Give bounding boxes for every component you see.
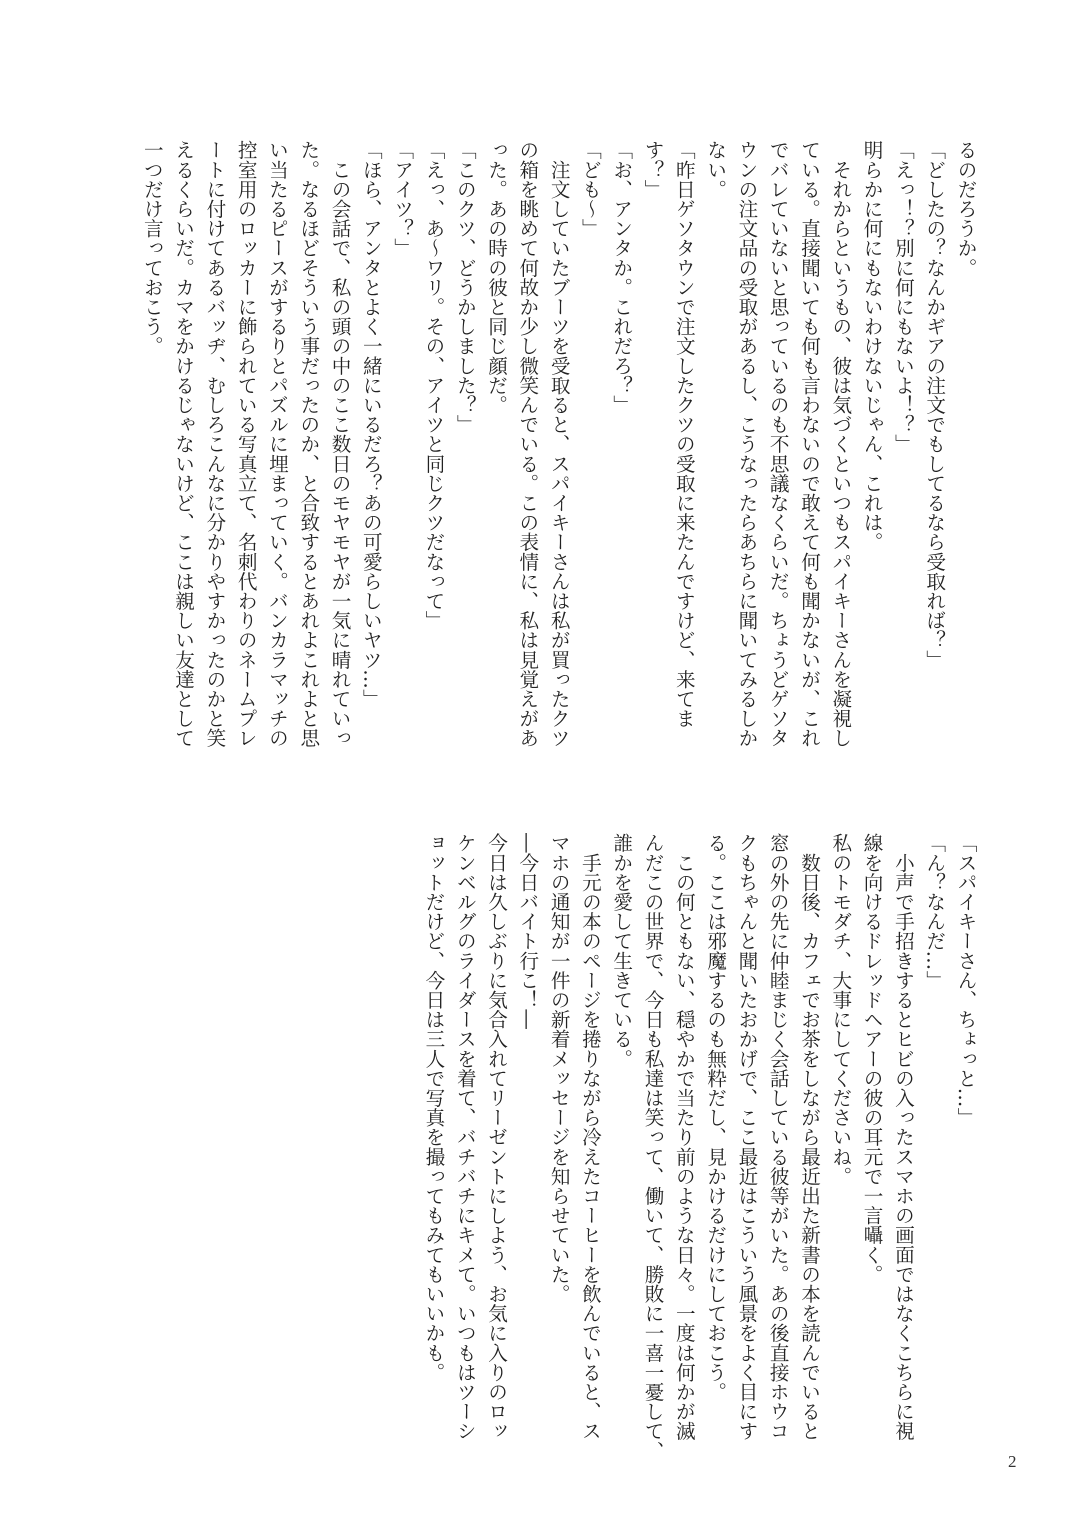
text-column: 「スパイキーさん、ちょっと…」 — [954, 833, 977, 1127]
text-column: 今日は久しぶりに気合入れてリーゼントにしよう、お気に入りのロッ — [484, 833, 508, 1441]
page-number: 2 — [1008, 1452, 1017, 1471]
text-column: 「アイツ？」 — [390, 140, 414, 258]
text-column: えるくらいだ。カマをかけるじゃないけど、ここは親しい友達として — [171, 140, 195, 748]
text-column: それからというもの、彼は気づくといつもスパイキーさんを凝視し — [828, 140, 852, 748]
text-column: るのだろうか。 — [954, 140, 977, 278]
text-column: ョットだけど、今日は三人で写真を撮ってもみてもいいかも。 — [421, 833, 445, 1382]
text-column: 控室用のロッカーに飾られている写真立て、名刺代わりのネームプレ — [234, 140, 258, 748]
text-column: 一つだけ言っておこう。 — [140, 140, 164, 356]
text-column: 私のトモダチ、大事にしてくださいね。 — [828, 833, 852, 1186]
text-column: 明らかに何にもないわけないじゃん、これは。 — [860, 140, 884, 552]
text-column: ートに付けてあるバッヂ、むしろこんなに分かりやすかったのかと笑 — [202, 140, 226, 748]
text-column: 小声で手招きするとヒビの入ったスマホの画面ではなくこちらに視 — [891, 833, 915, 1441]
text-column: 「お、アンタか。これだろ？」 — [609, 140, 633, 415]
text-column: る。ここは邪魔するのも無粋だし、見かけるだけにしておこう。 — [703, 833, 727, 1402]
text-column: んだこの世界で、今日も私達は笑って、働いて、勝敗に一喜一憂して、 — [641, 833, 665, 1461]
text-column: ウンの注文品の受取があるし、こうなったらあちらに聞いてみるしか — [734, 140, 758, 748]
text-column: す？」 — [641, 140, 665, 199]
text-column: ケンベルグのライダースを着て、バチバチにキメて。いつもはツーシ — [453, 833, 477, 1441]
text-column: 「ん？なんだ…」 — [922, 833, 946, 990]
text-column: た。なるほどそういう事だったのか、と合致するとあれよこれよと思 — [296, 140, 320, 748]
text-column: この何ともない、穏やかで当たり前のような日々。一度は何かが滅 — [672, 833, 696, 1441]
text-column: ―今日バイト行こ！― — [515, 833, 539, 1029]
text-column: 手元の本のページを捲りながら冷えたコーヒーを飲んでいると、ス — [578, 833, 602, 1441]
text-column: 誰かを愛して生きている。 — [609, 833, 633, 1069]
text-column: でバレていないと思っているのも不思議なくらいだ。ちょうどゲソタ — [766, 140, 790, 748]
text-column: 「えっ、あ～ワリ。その、アイツと同じクツだなって」 — [421, 140, 445, 630]
text-column: 「このクツ、どうかしました？」 — [453, 140, 477, 434]
text-column: った。あの時の彼と同じ顔だ。 — [484, 140, 508, 415]
text-column: 注文していたブーツを受取ると、スパイキーさんは私が買ったクツ — [547, 140, 571, 748]
text-column: 線を向けるドレッドヘアーの彼の耳元で一言囁く。 — [860, 833, 884, 1284]
text-column: ている。直接聞いても何も言わないので敢えて何も聞かないが、これ — [797, 140, 821, 748]
text-block-top — [136, 140, 981, 780]
text-column: クもちゃんと聞いたおかげで、ここ最近はこういう風景をよく目にす — [734, 833, 758, 1441]
text-column: 「どしたの？なんかギアの注文でもしてるなら受取れば？」 — [922, 140, 946, 670]
text-column: 「ども～」 — [578, 140, 602, 238]
text-column: ない。 — [703, 140, 727, 199]
text-column: この会話で、私の頭の中のここ数日のモヤモヤが一気に晴れていっ — [328, 140, 352, 748]
text-column: マホの通知が一件の新着メッセージを知らせていた。 — [547, 833, 571, 1304]
text-column: 「昨日ゲソタウンで注文したクツの受取に来たんですけど、来てま — [672, 140, 696, 728]
text-column: 「えっ！？別に何にもないよ！？」 — [891, 140, 915, 454]
text-column: い当たるピースがするりとパズルに埋まっていく。バンカラマッチの — [265, 140, 289, 748]
text-column: 「ほら、アンタとよく一緒にいるだろ？あの可愛らしいヤツ…」 — [359, 140, 383, 709]
text-column: 数日後、カフェでお茶をしながら最近出た新書の本を読んでいると — [797, 833, 821, 1441]
text-block-bottom — [418, 833, 981, 1473]
text-column: の箱を眺めて何故か少し微笑んでいる。この表情に、私は見覚えがあ — [515, 140, 539, 748]
text-column: 窓の外の先に仲睦まじく会話している彼等がいた。あの後直接ホウコ — [766, 833, 790, 1441]
